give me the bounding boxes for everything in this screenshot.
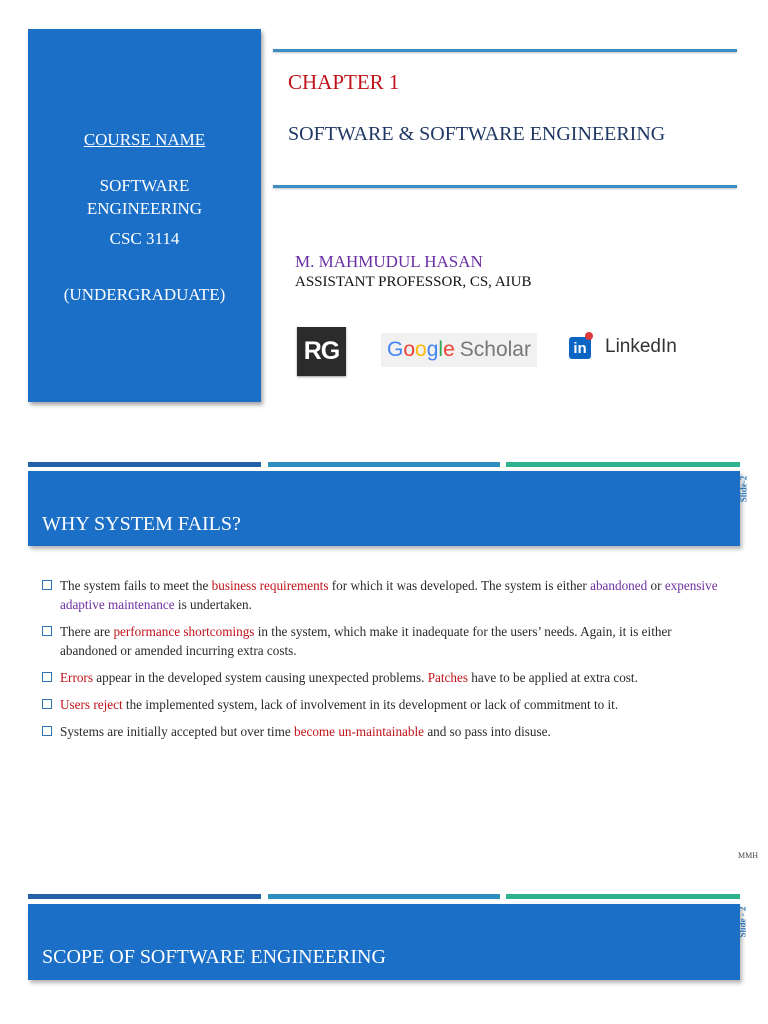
bullet-list bbox=[42, 576, 732, 749]
list-item: The system fails to meet the business requirements for which it was developed. The system is either abandoned or expensive adaptive maintenance is undertaken. bbox=[42, 576, 732, 614]
course-level: (UNDERGRADUATE) bbox=[63, 285, 226, 304]
checkbox-bullet-icon bbox=[42, 699, 52, 709]
list-item: Systems are initially accepted but over time become un-maintainable and so pass into disuse. bbox=[42, 722, 732, 741]
google-scholar-word: Scholar bbox=[459, 338, 531, 361]
header-bar-1 bbox=[28, 894, 261, 899]
slide-title-banner bbox=[28, 904, 740, 980]
google-scholar-google: Google bbox=[387, 338, 455, 361]
list-item: Users reject the implemented system, lack of involvement in its development or lack of commitment to it. bbox=[42, 695, 732, 714]
course-name bbox=[28, 174, 261, 220]
header-bar-1 bbox=[28, 462, 261, 467]
chapter-title: SOFTWARE & SOFTWARE ENGINEERING bbox=[288, 123, 666, 145]
course-name-line1: SOFTWARE bbox=[99, 176, 190, 195]
list-item: Errors appear in the developed system causing unexpected problems. Patches have to be applied at extra cost. bbox=[42, 668, 732, 687]
linkedin-mark: in bbox=[573, 339, 587, 357]
course-info-panel bbox=[28, 29, 261, 402]
title-divider-bottom bbox=[273, 185, 737, 188]
course-code: CSC 3114 bbox=[109, 229, 180, 248]
header-bar-2 bbox=[268, 462, 500, 467]
checkbox-bullet-icon bbox=[42, 580, 52, 590]
linkedin-dot bbox=[585, 332, 593, 340]
author-role: ASSISTANT PROFESSOR, CS, AIUB bbox=[295, 274, 532, 290]
chapter-label: CHAPTER 1 bbox=[288, 70, 400, 94]
header-bar-3 bbox=[506, 462, 740, 467]
slide-title: WHY SYSTEM FAILS? bbox=[42, 513, 241, 535]
linkedin-link[interactable]: LinkedIn bbox=[605, 336, 677, 357]
researchgate-mark: RG bbox=[303, 337, 340, 365]
researchgate-icon[interactable] bbox=[297, 327, 346, 376]
google-scholar-icon[interactable] bbox=[381, 333, 537, 367]
checkbox-bullet-icon bbox=[42, 672, 52, 682]
title-divider-top bbox=[273, 49, 737, 52]
linkedin-icon[interactable] bbox=[569, 337, 591, 359]
slide-title: SCOPE OF SOFTWARE ENGINEERING bbox=[42, 946, 386, 968]
course-label: COURSE NAME bbox=[83, 130, 206, 149]
author-name: M. MAHMUDUL HASAN bbox=[295, 252, 483, 271]
header-bar-2 bbox=[268, 894, 500, 899]
header-bar-3 bbox=[506, 894, 740, 899]
checkbox-bullet-icon bbox=[42, 726, 52, 736]
slide-number: Slide - 2 bbox=[737, 906, 748, 938]
footer-initials: MMH bbox=[738, 851, 759, 860]
checkbox-bullet-icon bbox=[42, 626, 52, 636]
list-item: There are performance shortcomings in the system, which make it inadequate for the users’ needs. Again, it is either abandoned or amended incurring extra costs. bbox=[42, 622, 732, 660]
course-name-line2: ENGINEERING bbox=[86, 199, 203, 218]
slide-title-banner bbox=[28, 471, 740, 546]
slide-number: Slide-2 bbox=[738, 475, 749, 503]
